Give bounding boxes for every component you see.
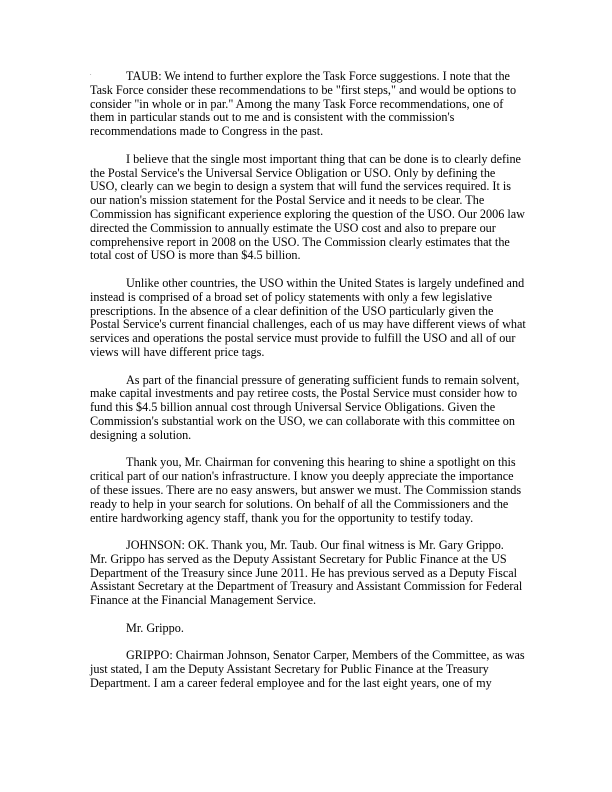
- text-line: As part of the financial pressure of generating sufficient funds to remain solvent,: [126, 372, 520, 387]
- text-line: Assistant Secretary at the Department of Treasury and Assistant Commission for Federal: [90, 579, 523, 594]
- text-line: I believe that the single most important thing that can be done is to clearly define: [126, 151, 521, 166]
- transcript-paragraph: [90, 649, 590, 690]
- transcript-paragraph: [90, 153, 590, 263]
- transcript-page: [90, 70, 590, 705]
- text-line: Task Force consider these recommendations to be "first steps," and would be options to: [90, 82, 517, 97]
- text-line: Mr. Grippo has served as the Deputy Assistant Secretary for Public Finance at the US: [90, 551, 507, 566]
- transcript-paragraph: [90, 374, 590, 443]
- text-line: Postal Service's current financial challenges, each of us may have different views of what: [90, 317, 526, 332]
- text-line: make capital investments and pay retiree costs, the Postal Service must consider how to: [90, 386, 518, 401]
- text-line: Mr. Grippo.: [126, 620, 184, 635]
- text-line: consider "in whole or in par." Among the many Task Force recommendations, one of: [90, 96, 504, 111]
- text-line: Department. I am a career federal employee and for the last eight years, one of my: [90, 676, 492, 691]
- transcript-paragraph: [90, 277, 590, 360]
- text-line: comprehensive report in 2008 on the USO. The Commission clearly estimates that the: [90, 234, 510, 249]
- text-line: total cost of USO is more than $4.5 billion.: [90, 248, 301, 263]
- transcript-paragraph: [90, 622, 590, 636]
- text-line: prescriptions. In the absence of a clear definition of the USO particularly given the: [90, 303, 494, 318]
- text-line: just stated, I am the Deputy Assistant Secretary for Public Finance at the Treasury: [90, 662, 489, 677]
- text-line: recommendations made to Congress in the past.: [90, 124, 324, 139]
- text-line: Commission's substantial work on the USO, we can collaborate with this committee on: [90, 413, 515, 428]
- text-line: of these issues. There are no easy answers, but answer we must. The Commission stands: [90, 482, 522, 497]
- text-line: TAUB: We intend to further explore the Task Force suggestions. I note that the: [126, 69, 510, 83]
- text-line: our nation's mission statement for the Postal Service and it needs to be clear. The: [90, 193, 485, 208]
- text-line: Commission has significant experience exploring the question of the USO. Our 2006 law: [90, 206, 525, 221]
- text-line: views will have different price tags.: [90, 344, 265, 359]
- text-line: services and operations the postal service must provide to fulfill the USO and all of our: [90, 331, 516, 346]
- text-line: Unlike other countries, the USO within the United States is largely undefined and: [126, 275, 525, 290]
- text-line: USO, clearly can we begin to design a system that will fund the services required. It is: [90, 179, 512, 194]
- text-line: fund this $4.5 billion annual cost through Universal Service Obligations. Given the: [90, 400, 496, 415]
- text-line: directed the Commission to annually estimate the USO cost and also to prepare our: [90, 220, 496, 235]
- text-line: ready to help in your search for solutions. On behalf of all the Commissioners and the: [90, 496, 509, 511]
- text-line: Finance at the Financial Management Service.: [90, 593, 317, 608]
- text-line: GRIPPO: Chairman Johnson, Senator Carper, Members of the Committee, as was: [126, 648, 525, 663]
- transcript-paragraph: [90, 456, 590, 525]
- text-line: JOHNSON: OK. Thank you, Mr. Taub. Our final witness is Mr. Gary Grippo.: [126, 538, 504, 553]
- text-line: instead is comprised of a broad set of policy statements with only a few legislative: [90, 289, 493, 304]
- stray-mark: .: [90, 71, 92, 77]
- text-line: critical part of our nation's infrastructure. I know you deeply appreciate the importance: [90, 469, 514, 484]
- text-line: the Postal Service's the Universal Service Obligation or USO. Only by defining the: [90, 165, 496, 180]
- transcript-paragraph: [90, 539, 590, 608]
- text-line: them in particular stands out to me and is consistent with the commission's: [90, 110, 455, 125]
- text-line: designing a solution.: [90, 427, 192, 442]
- transcript-paragraph: [90, 70, 590, 139]
- text-line: Thank you, Mr. Chairman for convening this hearing to shine a spotlight on this: [126, 455, 516, 470]
- text-line: entire hardworking agency staff, thank you for the opportunity to testify today.: [90, 510, 474, 525]
- text-line: Department of the Treasury since June 2011. He has previous served as a Deputy Fiscal: [90, 565, 518, 580]
